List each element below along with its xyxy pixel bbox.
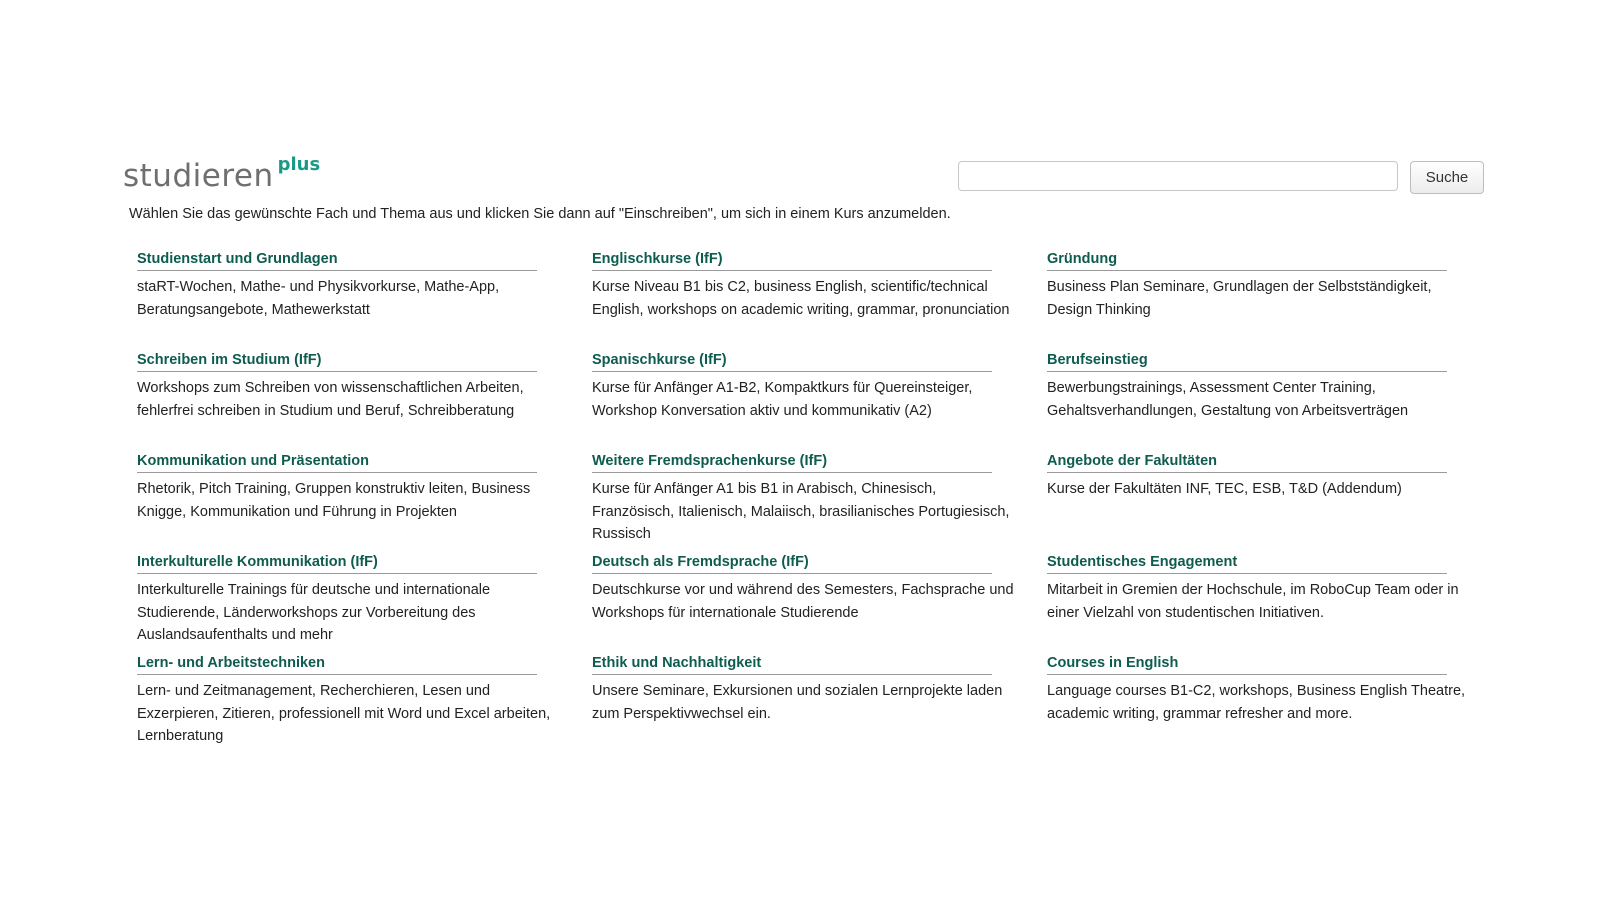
topic-description: Lern- und Zeitmanagement, Recherchieren, Lesen und Exzerpieren, Zitieren, professionell mit Word und Excel arbeiten, Lernberatung xyxy=(137,683,551,744)
topic-card xyxy=(137,553,592,654)
topic-card xyxy=(1047,654,1477,755)
topic-link[interactable]: Kommunikation und Präsentation xyxy=(137,452,537,473)
topic-description: Kurse der Fakultäten INF, TEC, ESB, T&D (Addendum) xyxy=(1047,481,1402,497)
topic-description: Workshops zum Schreiben von wissenschaftlichen Arbeiten, fehlerfrei schreiben in Studium und Beruf, Schreibberatung xyxy=(137,380,524,419)
topic-link[interactable]: Deutsch als Fremdsprache (IfF) xyxy=(592,553,992,574)
topic-description: Deutschkurse vor und während des Semesters, Fachsprache und Workshops für internationale Studierende xyxy=(592,582,1014,621)
logo-plus-superscript: plus xyxy=(277,154,321,175)
topic-description: staRT-Wochen, Mathe- und Physikvorkurse, Mathe-App, Beratungsangebote, Mathewerkstatt xyxy=(137,279,500,318)
topic-link[interactable]: Berufseinstieg xyxy=(1047,351,1447,372)
topic-card xyxy=(592,351,1047,452)
intro-text: Wählen Sie das gewünschte Fach und Thema aus und klicken Sie dann auf "Einschreiben", um sich in einem Kurs anzumelden. xyxy=(129,206,951,222)
topic-description: Kurse Niveau B1 bis C2, business English, scientific/technical English, workshops on academic writing, grammar, pronunciation xyxy=(592,279,1010,318)
topic-description: Language courses B1-C2, workshops, Business English Theatre, academic writing, grammar refresher and more. xyxy=(1047,683,1466,722)
topic-card xyxy=(592,553,1047,654)
topic-link[interactable]: Weitere Fremdsprachenkurse (IfF) xyxy=(592,452,992,473)
topic-description: Bewerbungstrainings, Assessment Center Training, Gehaltsverhandlungen, Gestaltung von Arbeitsverträgen xyxy=(1047,380,1409,419)
topic-description: Business Plan Seminare, Grundlagen der Selbstständigkeit, Design Thinking xyxy=(1047,279,1432,318)
topic-card xyxy=(1047,351,1477,452)
topic-link[interactable]: Angebote der Fakultäten xyxy=(1047,452,1447,473)
logo-wordmark: studieren xyxy=(123,158,274,194)
topic-card xyxy=(137,250,592,351)
topic-link[interactable]: Schreiben im Studium (IfF) xyxy=(137,351,537,372)
topic-card xyxy=(592,654,1047,755)
topic-grid xyxy=(137,250,1477,755)
topic-link[interactable]: Lern- und Arbeitstechniken xyxy=(137,654,537,675)
topic-description: Unsere Seminare, Exkursionen und sozialen Lernprojekte laden zum Perspektivwechsel ein. xyxy=(592,683,1003,722)
topic-card xyxy=(1047,553,1477,654)
topic-card xyxy=(592,250,1047,351)
topic-link[interactable]: Spanischkurse (IfF) xyxy=(592,351,992,372)
topic-link[interactable]: Gründung xyxy=(1047,250,1447,271)
topic-link[interactable]: Ethik und Nachhaltigkeit xyxy=(592,654,992,675)
topic-card xyxy=(1047,250,1477,351)
topic-link[interactable]: Interkulturelle Kommunikation (IfF) xyxy=(137,553,537,574)
topic-description: Mitarbeit in Gremien der Hochschule, im RoboCup Team oder in einer Vielzahl von studentischen Initiativen. xyxy=(1047,582,1459,621)
topic-link[interactable]: Studentisches Engagement xyxy=(1047,553,1447,574)
topic-link[interactable]: Studienstart und Grundlagen xyxy=(137,250,537,271)
topic-card xyxy=(137,654,592,755)
topic-card xyxy=(137,351,592,452)
topic-card xyxy=(1047,452,1477,553)
topic-link[interactable]: Courses in English xyxy=(1047,654,1447,675)
topic-card xyxy=(137,452,592,553)
search-input[interactable] xyxy=(958,161,1398,191)
topic-description: Kurse für Anfänger A1-B2, Kompaktkurs für Quereinsteiger, Workshop Konversation aktiv und kommunikativ (A2) xyxy=(592,380,973,419)
topic-card xyxy=(592,452,1047,553)
topic-link[interactable]: Englischkurse (IfF) xyxy=(592,250,992,271)
topic-description: Kurse für Anfänger A1 bis B1 in Arabisch, Chinesisch, Französisch, Italienisch, Malaiisch, brasilianisches Portugiesisch, Russisch xyxy=(592,481,1010,542)
site-logo[interactable] xyxy=(123,152,320,196)
search-button[interactable]: Suche xyxy=(1410,161,1484,194)
topic-description: Rhetorik, Pitch Training, Gruppen konstruktiv leiten, Business Knigge, Kommunikation und Führung in Projekten xyxy=(137,481,531,520)
topic-description: Interkulturelle Trainings für deutsche und internationale Studierende, Länderworkshops zur Vorbereitung des Auslandsaufenthalts und mehr xyxy=(137,582,491,643)
